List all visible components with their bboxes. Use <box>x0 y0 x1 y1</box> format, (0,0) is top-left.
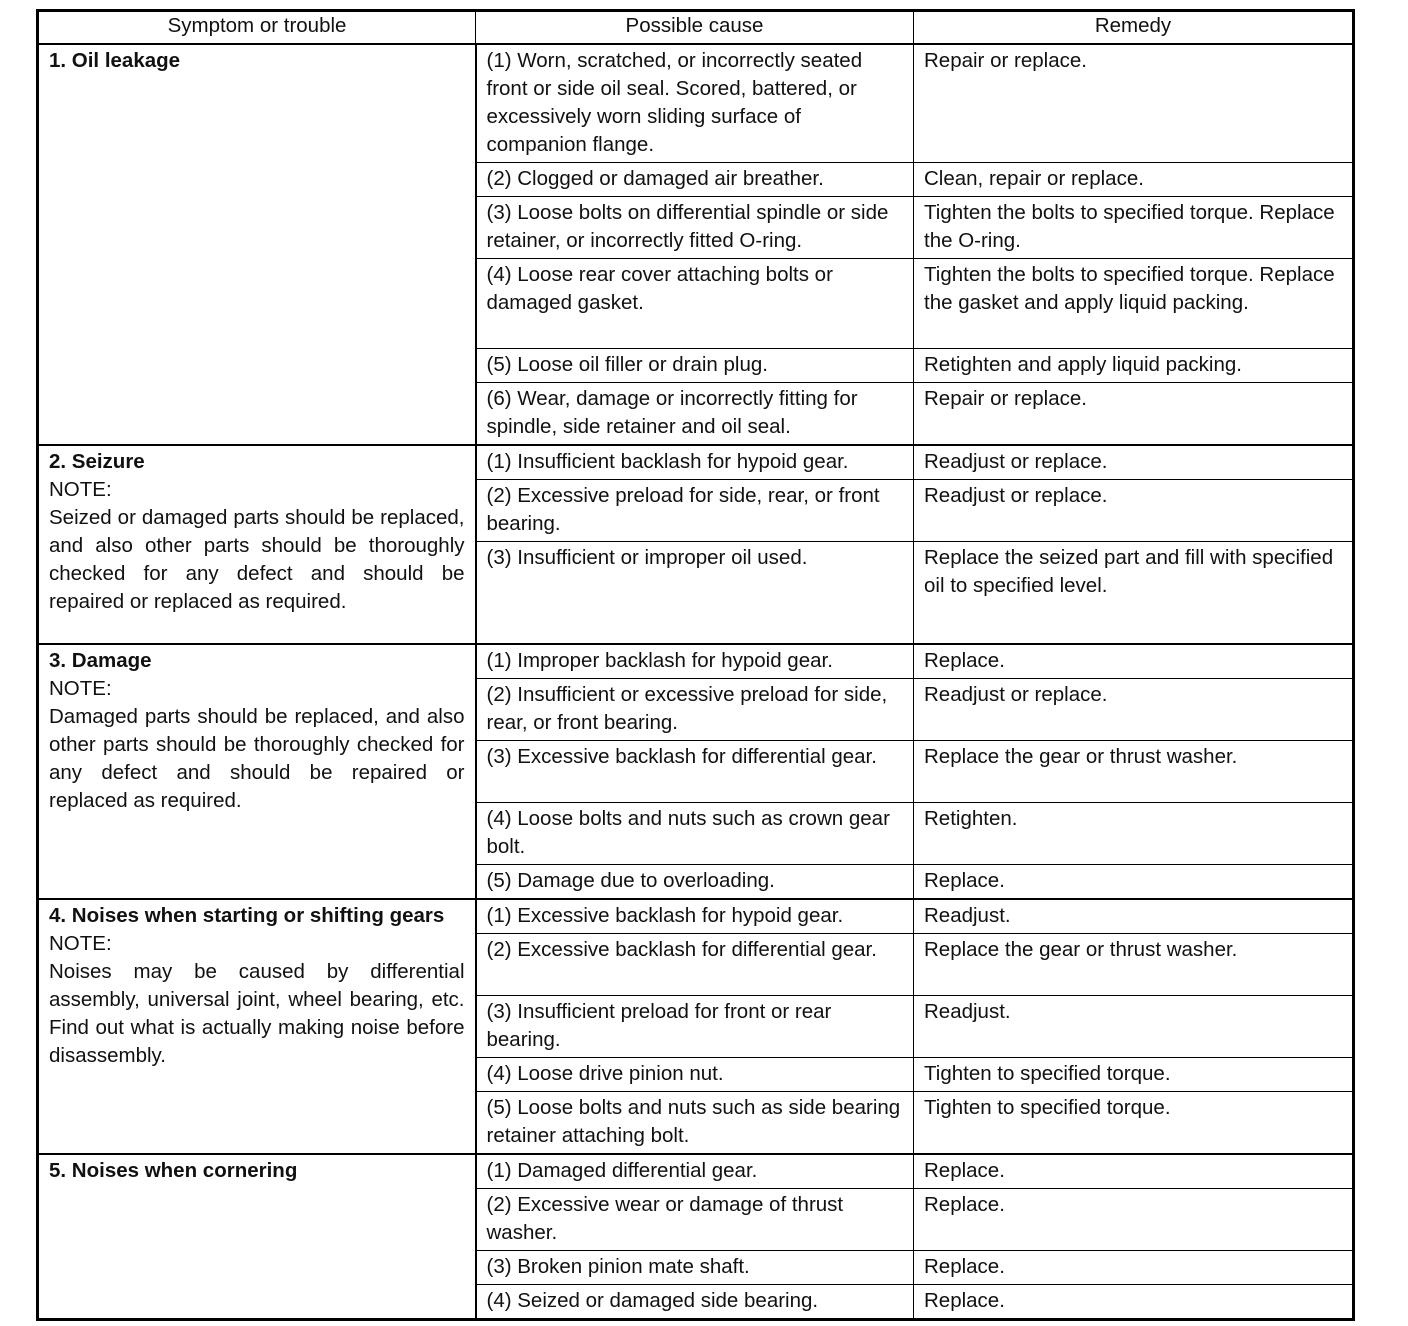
remedy-cell: Replace the gear or thrust washer. <box>914 741 1354 803</box>
note-text: Damaged parts should be replaced, and also other parts should be thoroughly checked for any defect and should be repaired or replaced as required. <box>49 705 465 812</box>
remedy-cell: Repair or replace. <box>914 44 1354 163</box>
remedy-cell: Replace. <box>914 644 1354 679</box>
remedy-cell: Readjust. <box>914 996 1354 1058</box>
symptom-cell <box>38 644 476 899</box>
cause-cell: (2) Clogged or damaged air breather. <box>476 163 914 197</box>
remedy-cell: Replace. <box>914 865 1354 900</box>
remedy-cell: Tighten to specified torque. <box>914 1092 1354 1155</box>
cause-cell: (2) Excessive backlash for differential gear. <box>476 934 914 996</box>
remedy-cell: Replace. <box>914 1154 1354 1189</box>
cause-cell: (4) Loose rear cover attaching bolts or damaged gasket. <box>476 259 914 349</box>
remedy-cell: Clean, repair or replace. <box>914 163 1354 197</box>
cause-cell: (1) Excessive backlash for hypoid gear. <box>476 899 914 934</box>
remedy-cell: Readjust or replace. <box>914 445 1354 480</box>
header-cause: Possible cause <box>476 11 914 45</box>
remedy-cell: Retighten and apply liquid packing. <box>914 349 1354 383</box>
remedy-cell: Replace the gear or thrust washer. <box>914 934 1354 996</box>
cause-cell: (1) Damaged differential gear. <box>476 1154 914 1189</box>
cause-cell: (4) Loose bolts and nuts such as crown gear bolt. <box>476 803 914 865</box>
remedy-cell: Replace. <box>914 1251 1354 1285</box>
remedy-cell: Replace the seized part and fill with specified oil to specified level. <box>914 542 1354 645</box>
cause-cell: (1) Insufficient backlash for hypoid gear. <box>476 445 914 480</box>
cause-cell: (5) Loose oil filler or drain plug. <box>476 349 914 383</box>
note-label: NOTE: <box>49 478 112 501</box>
troubleshooting-table <box>36 9 1355 1321</box>
header-symptom: Symptom or trouble <box>38 11 476 45</box>
note-label: NOTE: <box>49 677 112 700</box>
symptom-cell <box>38 1154 476 1320</box>
cause-cell: (1) Worn, scratched, or incorrectly seated front or side oil seal. Scored, battered, or excessively worn sliding surface of companion flange. <box>476 44 914 163</box>
remedy-cell: Replace. <box>914 1189 1354 1251</box>
table-row <box>38 445 1354 480</box>
remedy-cell: Tighten the bolts to specified torque. Replace the gasket and apply liquid packing. <box>914 259 1354 349</box>
cause-cell: (2) Excessive preload for side, rear, or front bearing. <box>476 480 914 542</box>
table-row <box>38 644 1354 679</box>
symptom-title: 4. Noises when starting or shifting gears <box>49 904 445 927</box>
cause-cell: (2) Insufficient or excessive preload for side, rear, or front bearing. <box>476 679 914 741</box>
header-row <box>38 11 1354 45</box>
remedy-cell: Tighten the bolts to specified torque. Replace the O-ring. <box>914 197 1354 259</box>
remedy-cell: Readjust or replace. <box>914 480 1354 542</box>
cause-cell: (3) Loose bolts on differential spindle or side retainer, or incorrectly fitted O-ring. <box>476 197 914 259</box>
cause-cell: (3) Insufficient or improper oil used. <box>476 542 914 645</box>
cause-cell: (3) Excessive backlash for differential gear. <box>476 741 914 803</box>
cause-cell: (4) Loose drive pinion nut. <box>476 1058 914 1092</box>
cause-cell: (3) Insufficient preload for front or rear bearing. <box>476 996 914 1058</box>
cause-cell: (5) Damage due to overloading. <box>476 865 914 900</box>
note-label: NOTE: <box>49 932 112 955</box>
remedy-cell: Replace. <box>914 1285 1354 1320</box>
symptom-title: 2. Seizure <box>49 450 145 473</box>
remedy-cell: Readjust or replace. <box>914 679 1354 741</box>
cause-cell: (1) Improper backlash for hypoid gear. <box>476 644 914 679</box>
note-text: Seized or damaged parts should be replaced, and also other parts should be thoroughly checked for any defect and should be repaired or replaced as required. <box>49 506 465 613</box>
symptom-cell <box>38 899 476 1154</box>
table-row <box>38 1154 1354 1189</box>
header-remedy: Remedy <box>914 11 1354 45</box>
cause-cell: (3) Broken pinion mate shaft. <box>476 1251 914 1285</box>
remedy-cell: Retighten. <box>914 803 1354 865</box>
remedy-cell: Tighten to specified torque. <box>914 1058 1354 1092</box>
remedy-cell: Readjust. <box>914 899 1354 934</box>
symptom-title: 1. Oil leakage <box>49 49 181 72</box>
table-row <box>38 44 1354 163</box>
cause-cell: (5) Loose bolts and nuts such as side bearing retainer attaching bolt. <box>476 1092 914 1155</box>
cause-cell: (6) Wear, damage or incorrectly fitting for spindle, side retainer and oil seal. <box>476 383 914 446</box>
symptom-title: 5. Noises when cornering <box>49 1159 298 1182</box>
symptom-cell <box>38 44 476 445</box>
symptom-title: 3. Damage <box>49 649 152 672</box>
symptom-cell <box>38 445 476 644</box>
cause-cell: (4) Seized or damaged side bearing. <box>476 1285 914 1320</box>
note-text: Noises may be caused by differential assembly, universal joint, wheel bearing, etc. Find out what is actually making noise before disassembly. <box>49 960 465 1067</box>
remedy-cell: Repair or replace. <box>914 383 1354 446</box>
table-row <box>38 899 1354 934</box>
cause-cell: (2) Excessive wear or damage of thrust washer. <box>476 1189 914 1251</box>
